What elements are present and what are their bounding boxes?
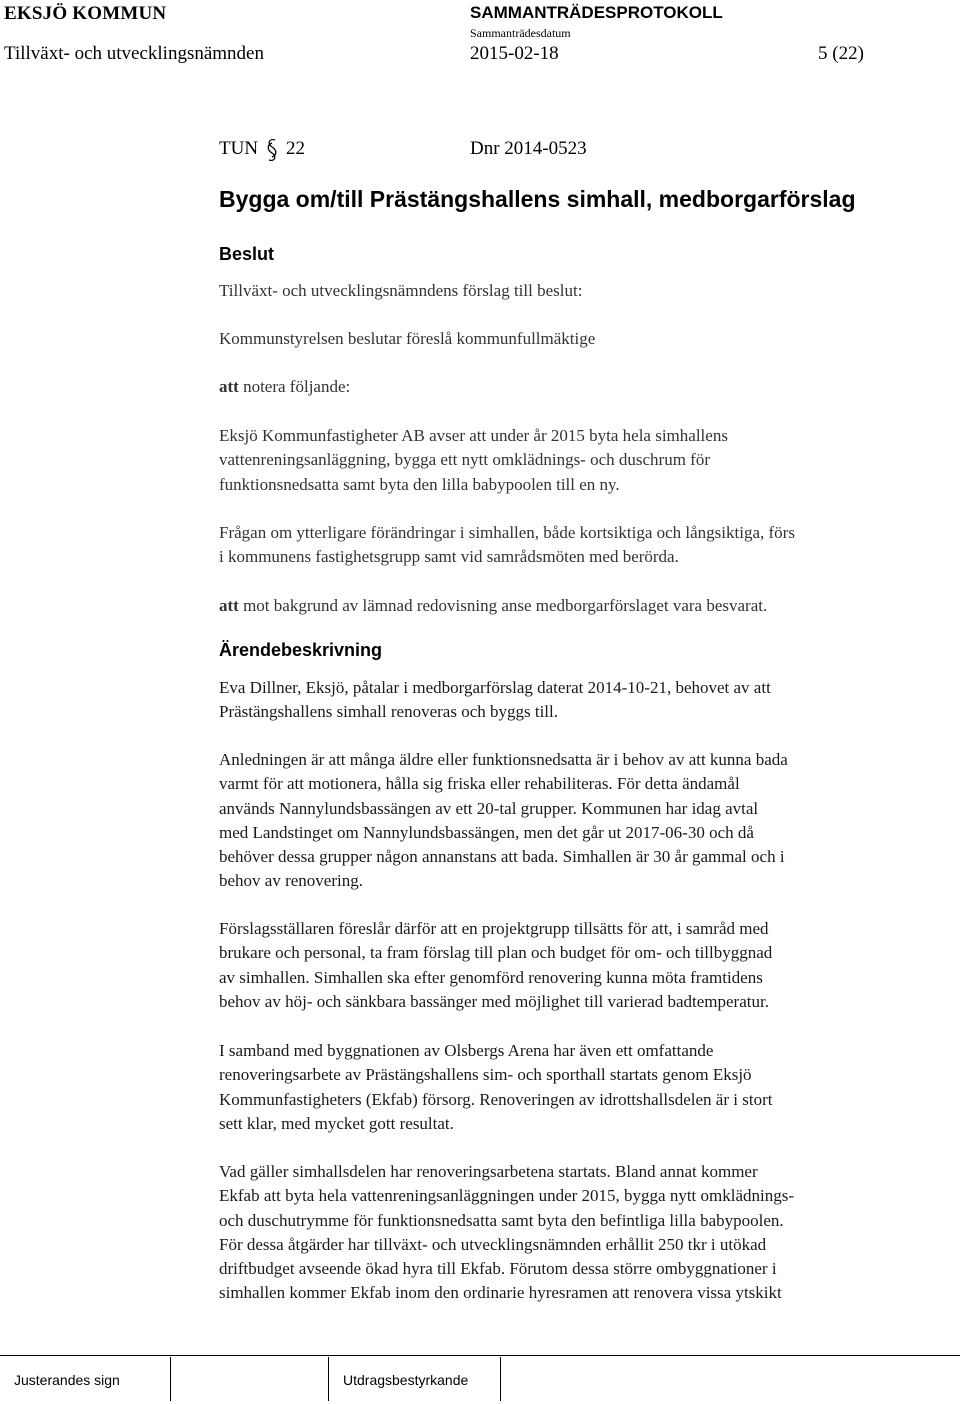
text-line: Frågan om ytterligare förändringar i simhallen, både kortsiktiga och långsiktiga, förs [219, 523, 795, 542]
text-line: Eva Dillner, Eksjö, påtalar i medborgarförslag daterat 2014-10-21, behovet av att [219, 678, 771, 697]
text-line: Kommunfastigheters (Ekfab) försorg. Renoveringen av idrottshallsdelen är i stort [219, 1089, 773, 1109]
att-clause-text: notera följande: [238, 377, 351, 396]
att-clause-2 [219, 594, 767, 618]
att-keyword: att [219, 377, 239, 396]
text-line: För dessa åtgärder har tillväxt- och utvecklingsnämnden erhållit 250 tkr i utökad [219, 1234, 767, 1254]
decision-paragraph-2 [219, 521, 795, 570]
signature-box-divider [170, 1357, 171, 1401]
text-line: behov av renovering. [219, 871, 363, 891]
footer-divider [0, 1355, 960, 1356]
text-line: simhallen kommer Ekfab inom den ordinarie hyresramen att renovera vissa ytskikt [219, 1283, 782, 1303]
text-line: sett klar, med mycket gott resultat. [219, 1113, 454, 1133]
text-line: behöver dessa grupper någon annanstans att bada. Simhallen är 30 år gammal och i [219, 847, 785, 867]
extract-box-right-divider [500, 1357, 501, 1401]
description-paragraph-2 [219, 748, 788, 894]
text-line: Prästängshallens simhall renoveras och byggs till. [219, 702, 558, 722]
meeting-date-label: Sammanträdesdatum [470, 26, 571, 40]
text-line: Anledningen är att många äldre eller funktionsnedsatta är i behov av att kunna bada [219, 750, 788, 769]
text-line: brukare och personal, ta fram förslag till plan och budget för om- och tillbyggnad [219, 943, 773, 963]
description-paragraph-5 [219, 1160, 794, 1306]
text-line: I samband med byggnationen av Olsbergs Arena har även ett omfattande [219, 1041, 714, 1060]
text-line: vattenreningsanläggning, bygga ett nytt omklädnings- och duschrum för [219, 450, 711, 470]
text-line: Ekfab att byta hela vattenreningsanläggningen under 2015, bygga nytt omklädnings- [219, 1186, 795, 1206]
text-line: av simhallen. Simhallen ska efter genomförd renovering kunna möta framtidens [219, 967, 763, 987]
case-number: 22 [286, 138, 305, 159]
section-sign-icon [262, 136, 282, 164]
proposal-intro: Tillväxt- och utvecklingsnämndens förslag till beslut: [219, 281, 583, 300]
text-line: i kommunens fastighetsgrupp samt vid samrådsmöten med berörda. [219, 547, 679, 567]
text-line: används Nannylundsbassängen av ett 20-tal grupper. Kommunen har idag avtal [219, 798, 759, 818]
committee-name: Tillväxt- och utvecklingsnämnden [4, 43, 264, 64]
text-line: varmt för att motionera, hålla sig friska eller rehabiliteras. För detta ändamål [219, 774, 740, 794]
text-line: funktionsnedsatta samt byta den lilla babypoolen till en ny. [219, 474, 620, 494]
section-heading-beslut: Beslut [219, 244, 275, 264]
diary-number: Dnr 2014-0523 [470, 138, 587, 159]
text-line: renoveringsarbete av Prästängshallens sim- och sporthall startats genom Eksjö [219, 1065, 752, 1085]
text-line: Eksjö Kommunfastigheter AB avser att under år 2015 byta hela simhallens [219, 426, 728, 445]
text-line: Vad gäller simhallsdelen har renoveringsarbetena startats. Bland annat kommer [219, 1162, 758, 1181]
description-paragraph-4 [219, 1039, 772, 1136]
case-prefix: TUN [219, 138, 259, 159]
organization-name: EKSJÖ KOMMUN [4, 3, 167, 24]
text-line: behov av höj- och sänkbara bassänger med möjlighet till varierad badtemperatur. [219, 991, 769, 1011]
att-clause-1 [219, 375, 350, 399]
att-clause-text: mot bakgrund av lämnad redovisning anse medborgarförslaget vara besvarat. [238, 596, 768, 615]
ks-decision-text: Kommunstyrelsen beslutar föreslå kommunfullmäktige [219, 329, 596, 348]
att-keyword: att [219, 596, 239, 615]
text-line: och duschutrymme för funktionsnedsatta samt byta den befintliga lilla babypoolen. [219, 1210, 784, 1230]
text-line: Förslagsställaren föreslår därför att en projektgrupp tillsätts för att, i samråd med [219, 919, 769, 938]
description-paragraph-3 [219, 917, 772, 1014]
text-line: driftbudget avseende ökad hyra till Ekfab. Förutom dessa större ombyggnationer i [219, 1259, 777, 1279]
description-paragraph-1 [219, 676, 771, 725]
signature-label: Justerandes sign [14, 1372, 120, 1388]
decision-paragraph-1 [219, 424, 728, 497]
meeting-date: 2015-02-18 [470, 43, 559, 64]
text-line: med Landstinget om Nannylundsbassängen, men det går ut 2017-06-30 och då [219, 822, 754, 842]
extract-certification-label: Utdragsbestyrkande [343, 1372, 469, 1388]
extract-box-divider [328, 1357, 329, 1401]
page-number: 5 (22) [818, 43, 864, 64]
protocol-title: SAMMANTRÄDESPROTOKOLL [470, 3, 723, 22]
page-title: Bygga om/till Prästängshallens simhall, medborgarförslag [219, 186, 856, 212]
section-heading-arendebeskrivning: Ärendebeskrivning [219, 640, 383, 660]
